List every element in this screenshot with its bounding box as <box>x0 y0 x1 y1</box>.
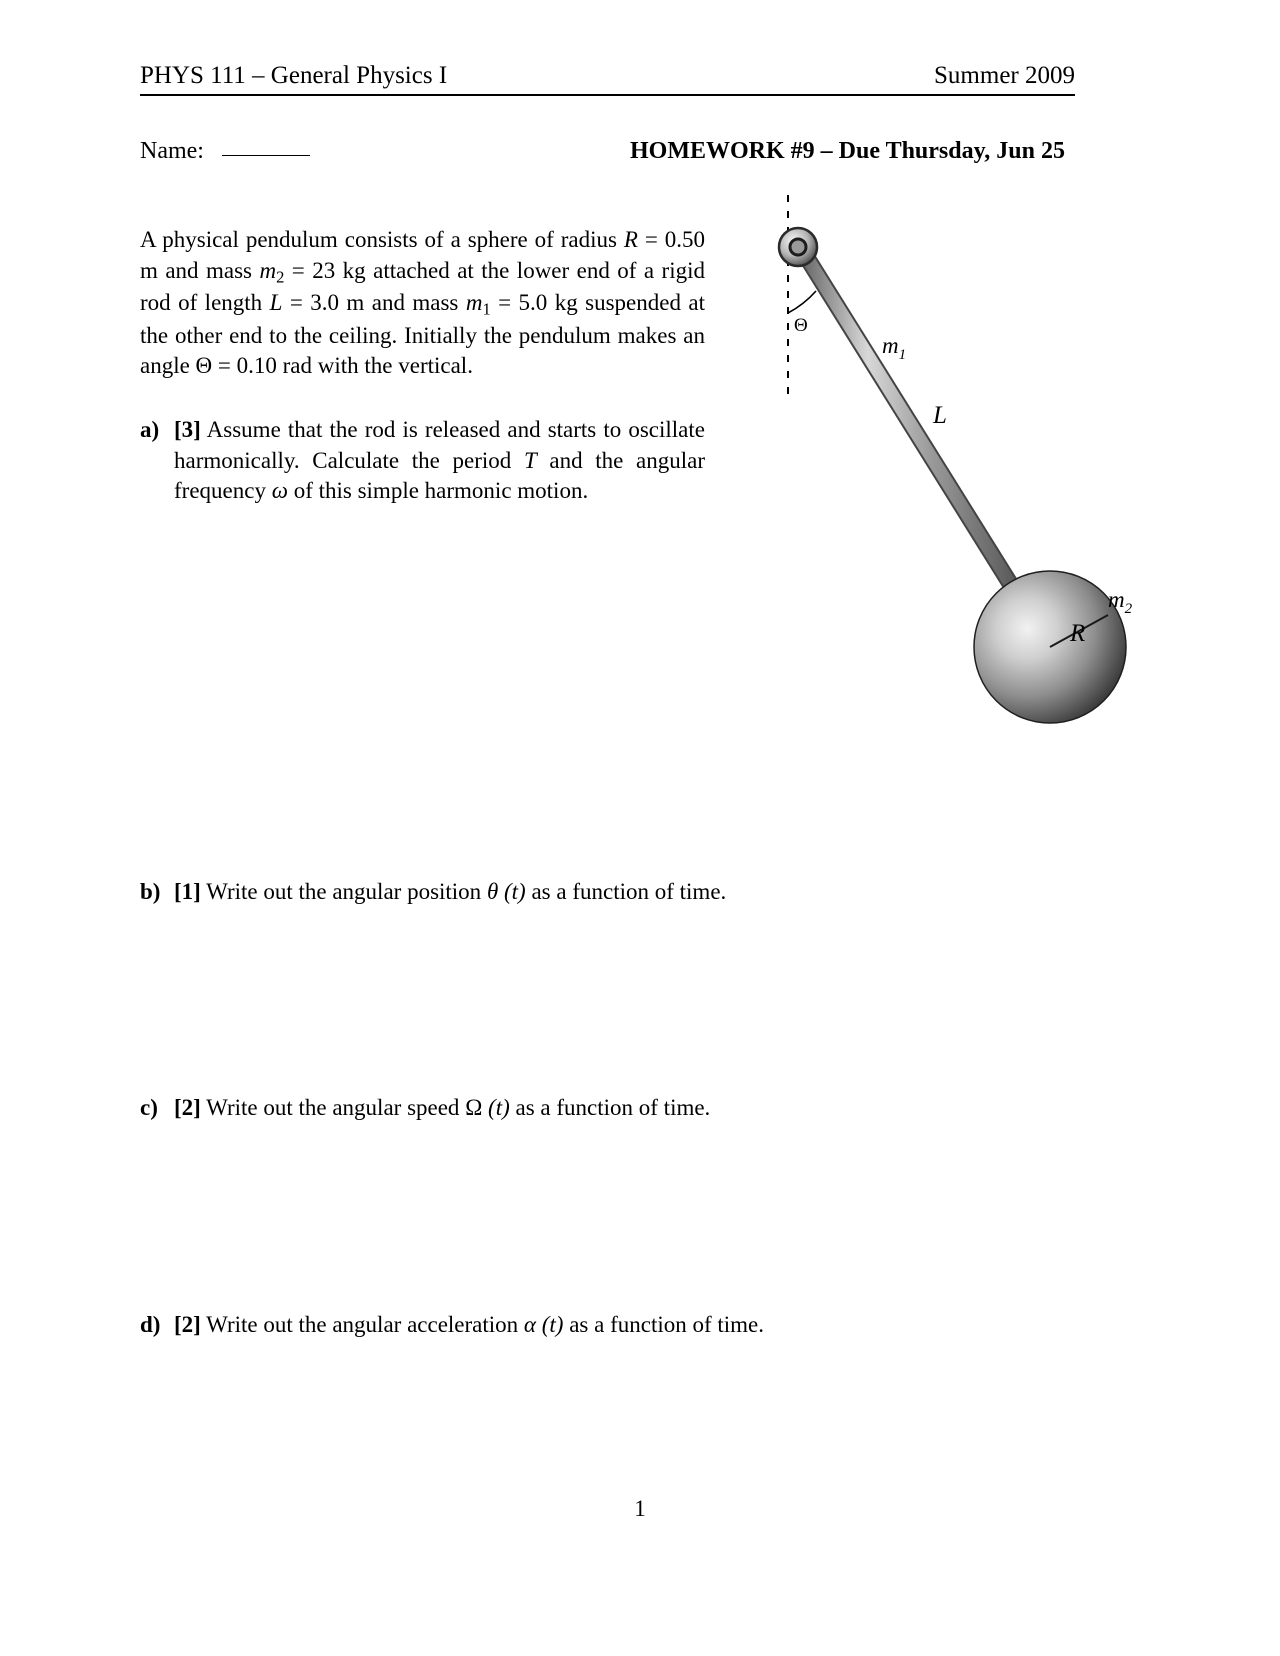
label-R: R <box>1070 620 1086 647</box>
statement-part-4: = 3.0 m and mass <box>282 290 466 316</box>
symbol-T: T <box>523 447 537 473</box>
question-a-pre: Assume that the rod is released and starts to oscillate harmonically. Calculate the period <box>174 417 705 473</box>
label-L: L <box>933 402 947 429</box>
symbol-L: L <box>269 290 283 316</box>
sphere-mass <box>974 571 1126 723</box>
question-points-d: [2] <box>174 1312 201 1337</box>
question-b-pre: Write out the angular position <box>206 879 487 904</box>
symbol-t-d: (t) <box>535 1312 564 1337</box>
question-text-d <box>174 1310 940 1341</box>
question-label-d: d) <box>140 1312 161 1337</box>
symbol-t-c: (t) <box>482 1095 510 1120</box>
label-m2: $m_2$ <box>1108 587 1133 617</box>
name-label: Name: <box>140 138 204 164</box>
question-label-a: a) <box>140 417 160 442</box>
question-points-a: [3] <box>174 417 201 442</box>
statement-part-1: A physical pendulum consists of a sphere of radius <box>140 227 624 252</box>
question-points-c: [2] <box>174 1095 201 1120</box>
term-label: Summer 2009 <box>934 62 1075 89</box>
question-text-a <box>174 415 705 507</box>
symbol-theta: θ <box>486 879 499 904</box>
rod <box>804 253 1016 593</box>
symbol-alpha: α <box>523 1312 536 1337</box>
label-theta: Θ <box>794 315 808 336</box>
page-header <box>140 62 1075 96</box>
label-m1: $m_1$ <box>882 333 907 363</box>
question-item-c <box>140 1093 940 1124</box>
question-b-post: as a function of time. <box>525 879 727 904</box>
question-a-post: of this simple harmonic motion. <box>287 478 589 504</box>
question-points-b: [1] <box>174 879 201 904</box>
statement-part-5: = 5.0 kg suspended at the other end to the ceiling. Initially the pendulum makes an angle Θ = 0.10 rad with the vertical. <box>140 290 706 379</box>
question-a-mid: and the angular frequency <box>174 447 705 504</box>
statement-part-3: = 23 kg attached at the lower end of a rigid rod of length <box>140 257 705 316</box>
question-d-pre: Write out the angular acceleration <box>206 1312 524 1337</box>
course-title: PHYS 111 – General Physics I <box>140 62 448 89</box>
angle-arc <box>788 291 816 313</box>
statement-part-2: = 0.50 m and mass <box>140 227 705 283</box>
name-field-row <box>140 138 310 165</box>
symbol-m1: m <box>465 290 483 316</box>
question-label-c: c) <box>140 1095 158 1120</box>
question-item-a <box>140 415 705 507</box>
question-text-c <box>174 1093 940 1124</box>
symbol-m2-subscript: 2 <box>276 267 285 287</box>
symbol-m2: m <box>259 257 277 283</box>
question-c-post: as a function of time. <box>509 1095 711 1120</box>
pivot-point <box>779 228 817 266</box>
page-number: 1 <box>634 1496 646 1521</box>
pendulum-diagram <box>760 185 1180 745</box>
symbol-m1-subscript: 1 <box>482 299 491 319</box>
symbol-Omega: Ω <box>465 1095 483 1120</box>
question-c-pre: Write out the angular speed <box>206 1095 466 1120</box>
question-item-b <box>140 877 940 908</box>
question-label-b: b) <box>140 879 161 904</box>
symbol-R: R <box>623 227 638 252</box>
name-blank-line[interactable] <box>222 141 310 156</box>
symbol-omega: ω <box>271 478 288 504</box>
question-d-post: as a function of time. <box>563 1312 765 1337</box>
pendulum-figure <box>760 185 1180 745</box>
problem-statement <box>140 225 705 382</box>
symbol-t-b: (t) <box>498 879 526 904</box>
question-text-b <box>174 877 940 908</box>
homework-title: HOMEWORK #9 – Due Thursday, Jun 25 <box>630 138 1065 164</box>
question-item-d <box>140 1310 940 1341</box>
